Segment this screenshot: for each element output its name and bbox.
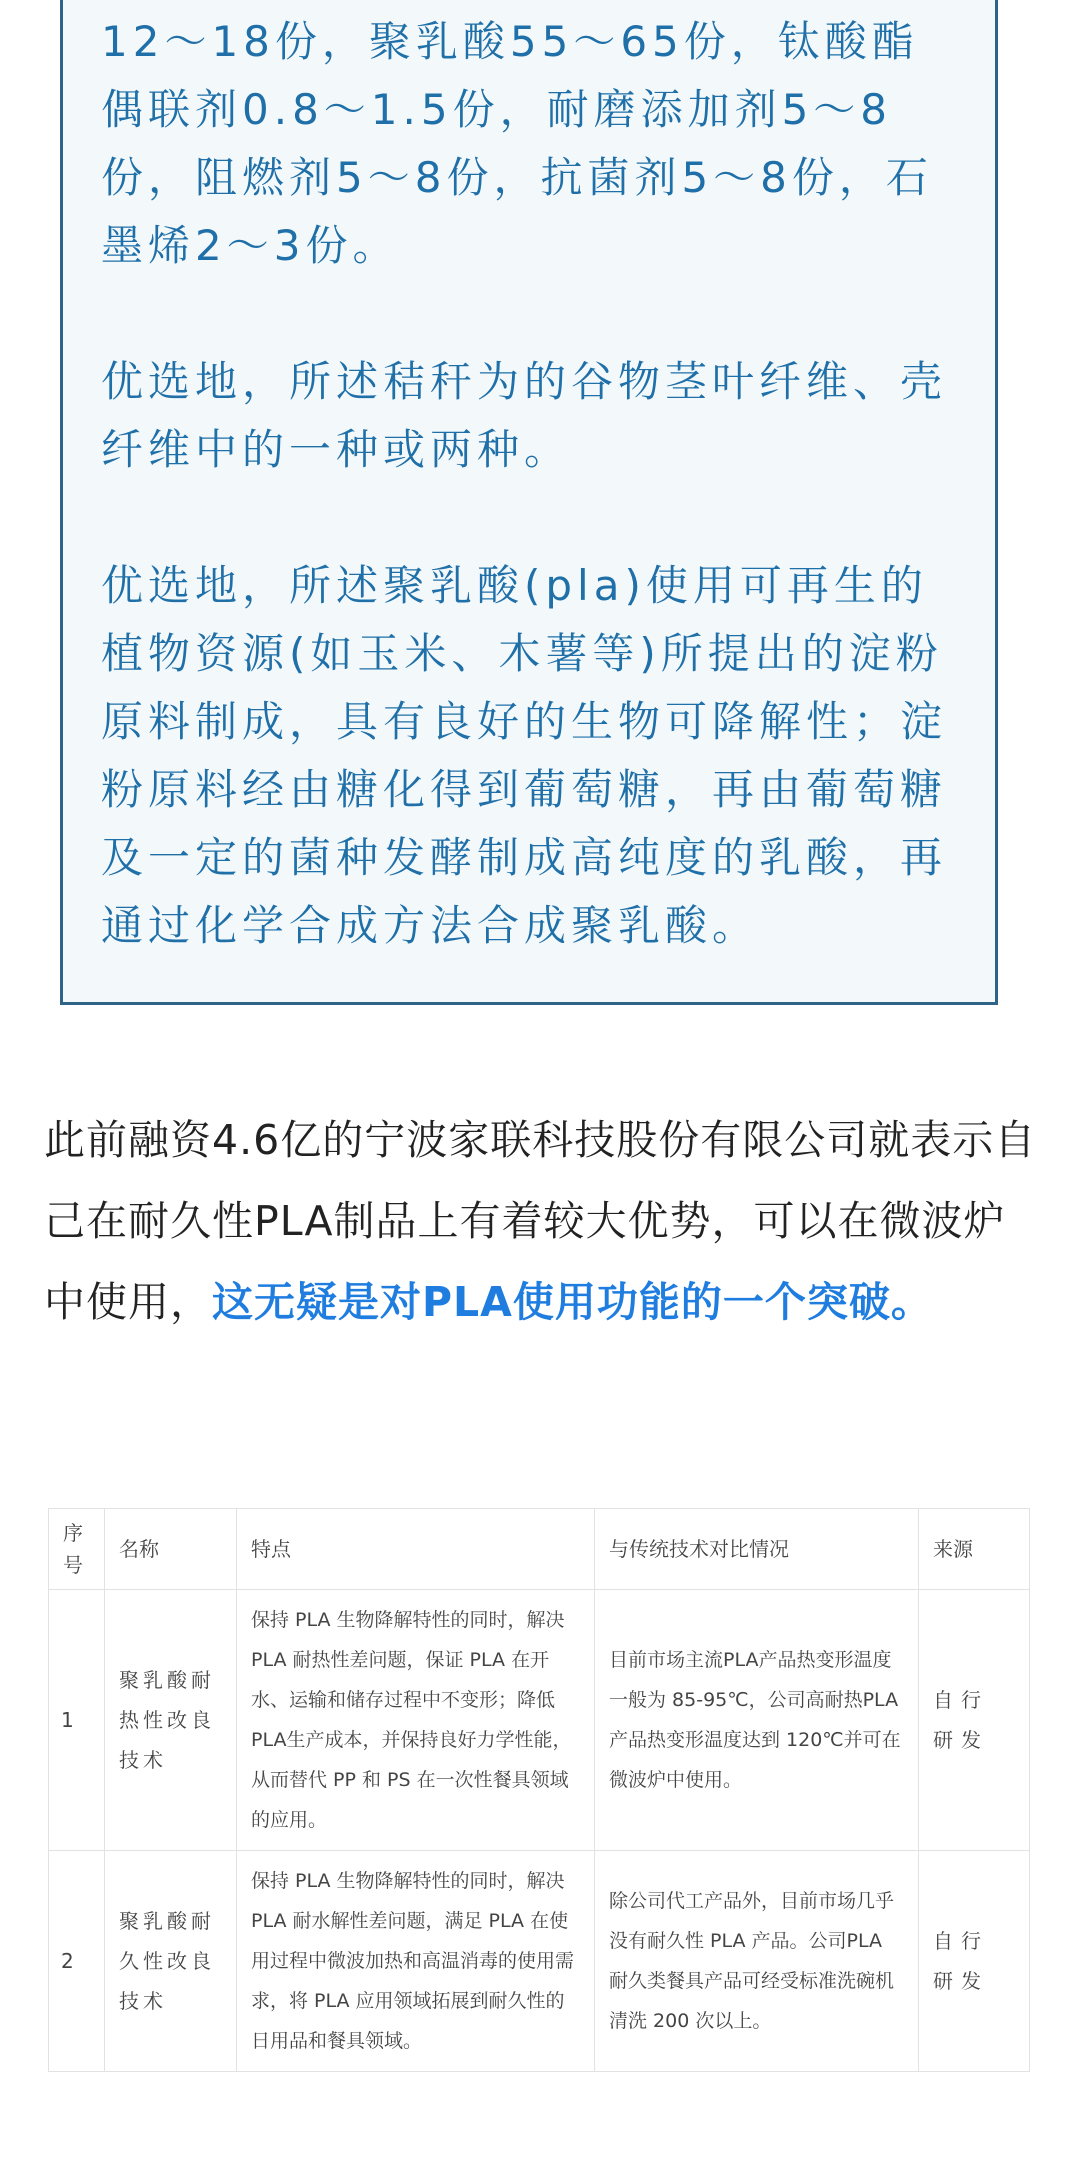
header-source: 来源 — [919, 1509, 1030, 1590]
technology-table — [48, 1508, 1030, 2072]
quote-paragraph: 优选地，所述秸秆为的谷物茎叶纤维、壳纤维中的一种或两种。 — [101, 357, 948, 474]
cell-feature: 保持 PLA 生物降解特性的同时，解决PLA 耐水解性差问题，满足 PLA 在使用过程中微波加热和高温消毒的使用需求，将 PLA 应用领域拓展到耐久性的日用品和餐具领域。 — [237, 1851, 595, 2072]
cell-comparison: 目前市场主流PLA产品热变形温度一般为 85-95℃，公司高耐热PLA 产品热变形温度达到 120℃并可在微波炉中使用。 — [595, 1590, 919, 1851]
cell-comparison: 除公司代工产品外，目前市场几乎没有耐久性 PLA 产品。公司PLA 耐久类餐具产品可经受标准洗碗机清洗 200 次以上。 — [595, 1851, 919, 2072]
cell-no: 2 — [49, 1851, 105, 2072]
cell-feature: 保持 PLA 生物降解特性的同时，解决PLA 耐热性差问题，保证 PLA 在开水、运输和储存过程中不变形；降低 PLA生产成本，并保持良好力学性能，从而替代 PP 和 PS 在一次性餐具领域的应用。 — [237, 1590, 595, 1851]
table-header-row — [49, 1509, 1030, 1590]
table-row — [49, 1590, 1030, 1851]
cell-no: 1 — [49, 1590, 105, 1851]
table-row — [49, 1851, 1030, 2072]
quote-box — [60, 0, 998, 1005]
quote-paragraph: 优选地，所述聚乳酸(pla)使用可再生的植物资源(如玉米、木薯等)所提出的淀粉原料制成，具有良好的生物可降解性；淀粉原料经由糖化得到葡萄糖，再由葡萄糖及一定的菌种发酵制成高纯度的乳酸，再通过化学合成方法合成聚乳酸。 — [101, 561, 948, 950]
body-paragraph — [44, 1100, 1039, 1343]
quote-paragraph: 12～18份，聚乳酸55～65份，钛酸酯偶联剂0.8～1.5份，耐磨添加剂5～8份，阻燃剂5～8份，抗菌剂5～8份，石墨烯2～3份。 — [101, 17, 933, 270]
header-no: 序号 — [49, 1509, 105, 1590]
cell-name: 聚乳酸耐热性改良技术 — [105, 1590, 237, 1851]
cell-source: 自行研发 — [919, 1590, 1030, 1851]
header-name: 名称 — [105, 1509, 237, 1590]
cell-name: 聚乳酸耐久性改良技术 — [105, 1851, 237, 2072]
body-text: 此前融资4.6亿的宁波家联科技股份有限公司就表示自己在耐久性PLA制品上有着较大优势，可以在微波炉中使用， — [44, 1116, 1037, 1326]
header-comparison: 与传统技术对比情况 — [595, 1509, 919, 1590]
header-feature: 特点 — [237, 1509, 595, 1590]
cell-source: 自行研发 — [919, 1851, 1030, 2072]
body-emphasis: 这无疑是对PLA使用功能的一个突破。 — [212, 1278, 933, 1326]
